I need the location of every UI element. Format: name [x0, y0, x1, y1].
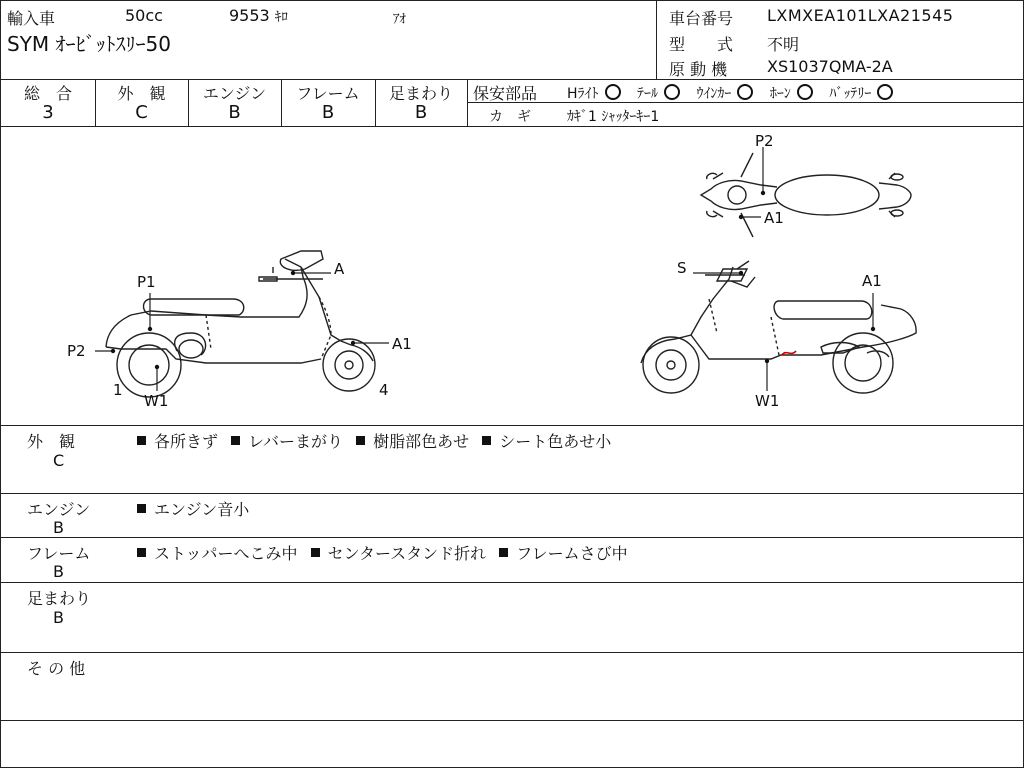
- label-p2: P2: [67, 342, 86, 360]
- type-value: 不明: [767, 35, 800, 54]
- scooter-diagram: [1, 127, 1023, 425]
- safety-parts-label: 保安部品: [473, 84, 538, 103]
- rule: [1, 582, 1023, 583]
- section-other-title: そ の 他: [27, 659, 86, 678]
- section-engine-grade: B: [53, 518, 64, 537]
- ok-circle-icon: [737, 84, 753, 100]
- label-1: 1: [113, 381, 123, 399]
- section-suspension-grade: B: [53, 608, 64, 627]
- rule: [1, 652, 1023, 653]
- section-frame-items: ストッパーへこみ中 センタースタンド折れ フレームさび中: [137, 541, 628, 564]
- grade-suspension-value: B: [414, 102, 428, 123]
- grade-frame-label: フレーム: [296, 84, 360, 103]
- safety-item-headlight: Hﾗｲﾄ: [567, 86, 621, 102]
- bullet-icon: [311, 548, 320, 557]
- section-exterior-title: 外 観: [27, 432, 76, 451]
- grade-exterior-label: 外 観: [117, 84, 166, 103]
- grade-engine-value: B: [228, 102, 241, 123]
- rule: [1, 493, 1023, 494]
- section-engine-items: エンジン音小: [137, 497, 249, 520]
- label-4: 4: [379, 381, 389, 399]
- key-value: ｶｷﾞ1 ｼｬｯﾀｰｷｰ1: [567, 109, 660, 125]
- mileage: 9553: [229, 6, 270, 25]
- section-frame-grade: B: [53, 562, 64, 581]
- grade-overall-value: 3: [42, 102, 54, 123]
- rule: [1, 79, 1023, 80]
- safety-item-tail: ﾃｰﾙ: [637, 86, 680, 102]
- engine-model: XS1037QMA-2A: [767, 57, 893, 76]
- section-frame-title: フレーム: [27, 544, 91, 563]
- label-w1-right: W1: [755, 392, 780, 410]
- bullet-icon: [137, 548, 146, 557]
- label-a1-right: A1: [862, 272, 882, 290]
- type-label: 型 式: [669, 35, 734, 54]
- bullet-icon: [482, 436, 491, 445]
- bullet-icon: [137, 436, 146, 445]
- frame-number-label: 車台番号: [669, 9, 734, 28]
- label-a1-top: A1: [764, 209, 784, 227]
- frame-number: LXMXEA101LXA21545: [767, 6, 954, 25]
- ok-circle-icon: [664, 84, 680, 100]
- label-a1: A1: [392, 335, 412, 353]
- grade-overall-label: 総 合: [23, 84, 72, 103]
- ok-circle-icon: [877, 84, 893, 100]
- ok-circle-icon: [605, 84, 621, 100]
- mileage-block: [229, 6, 288, 25]
- rule: [1, 537, 1023, 538]
- section-exterior-grade: C: [53, 451, 65, 470]
- label-p1: P1: [137, 273, 156, 291]
- bullet-icon: [231, 436, 240, 445]
- model-name: SYM ｵｰﾋﾞｯﾄｽﾘｰ50: [7, 32, 171, 56]
- section-engine-title: エンジン: [27, 500, 91, 519]
- safety-item-battery: ﾊﾞｯﾃﾘｰ: [829, 86, 893, 102]
- section-exterior-items: 各所きず レバーまがり 樹脂部色あせ シート色あせ小: [137, 429, 611, 452]
- engine-model-label: 原 動 機: [669, 60, 728, 79]
- header-divider: [656, 1, 657, 79]
- grade-suspension-label: 足まわり: [388, 84, 453, 103]
- label-a: A: [334, 260, 345, 278]
- color: ｱｵ: [393, 12, 406, 27]
- bullet-icon: [499, 548, 508, 557]
- vehicle-category: 輸入車: [7, 9, 56, 28]
- section-suspension-title: 足まわり: [27, 589, 92, 608]
- bullet-icon: [356, 436, 365, 445]
- safety-parts-list: [567, 83, 905, 103]
- label-s: S: [677, 259, 687, 277]
- safety-item-winker: ｳｲﾝｶｰ: [696, 86, 753, 102]
- scooter-top-view: [701, 153, 911, 237]
- bullet-icon: [137, 504, 146, 513]
- grade-exterior-value: C: [135, 102, 148, 123]
- rule: [1, 425, 1023, 426]
- label-w1: W1: [144, 392, 169, 410]
- key-label: カ ギ: [489, 109, 531, 125]
- grade-frame-value: B: [321, 102, 335, 123]
- displacement: 50cc: [125, 6, 163, 25]
- safety-item-horn: ﾎｰﾝ: [770, 86, 813, 102]
- rule: [1, 720, 1023, 721]
- label-p2-top: P2: [755, 132, 774, 150]
- ok-circle-icon: [797, 84, 813, 100]
- grade-engine-label: エンジン: [202, 84, 267, 103]
- mileage-unit: ｷﾛ: [274, 10, 288, 25]
